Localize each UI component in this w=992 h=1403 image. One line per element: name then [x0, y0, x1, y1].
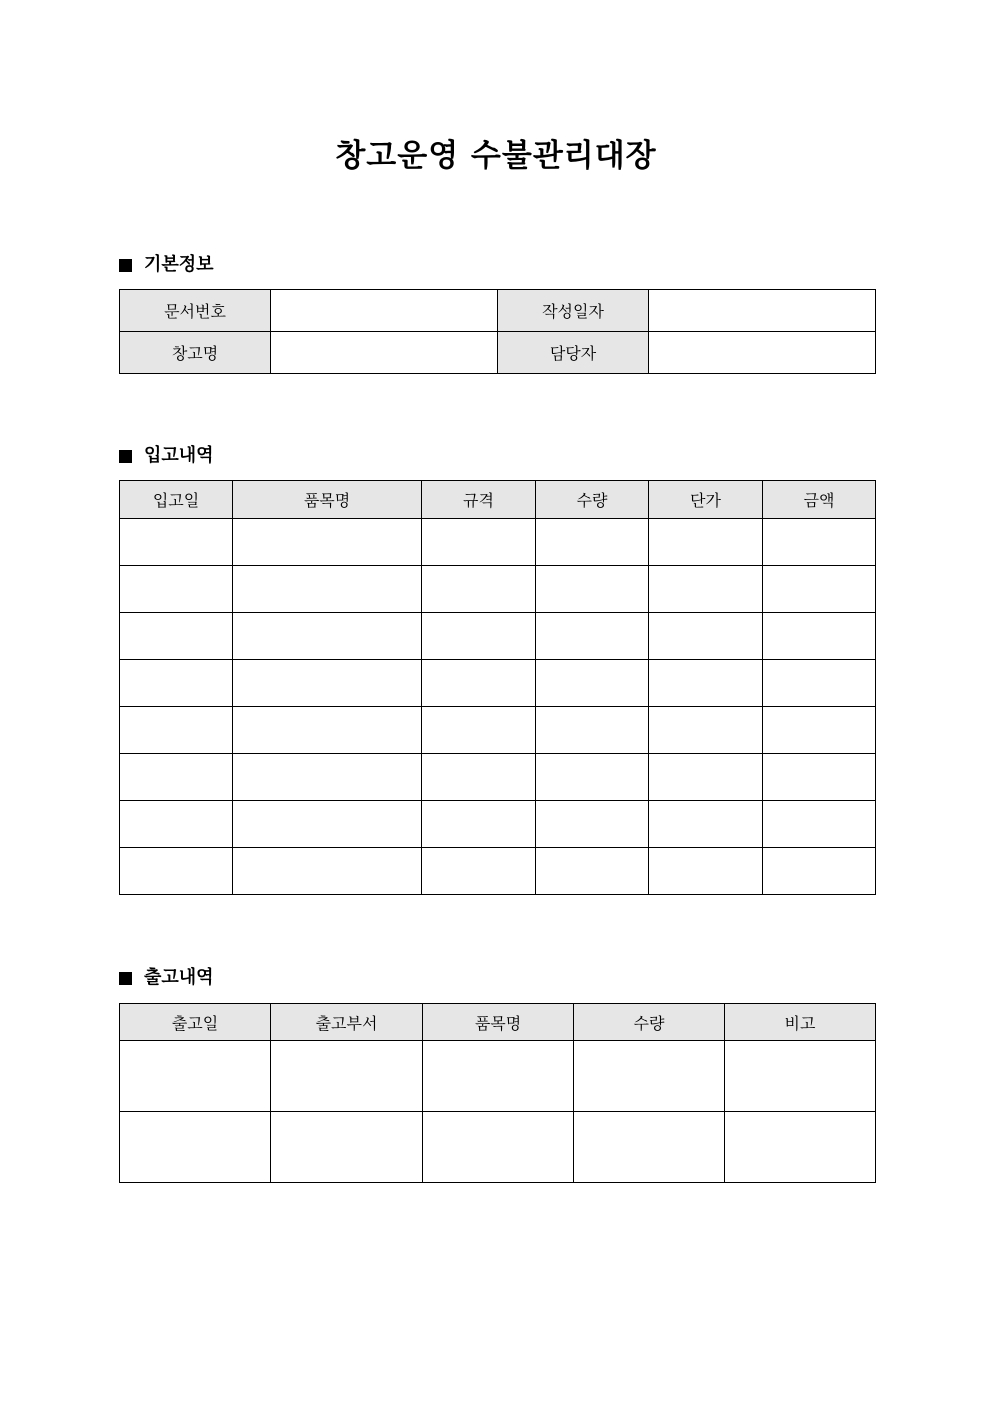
spec-cell[interactable]	[422, 848, 536, 895]
spec-cell[interactable]	[422, 660, 536, 707]
warehouse-name-field[interactable]	[271, 332, 498, 374]
item-name-cell[interactable]	[423, 1041, 574, 1112]
shipping-heading	[119, 966, 214, 990]
manager-field[interactable]	[649, 332, 876, 374]
receive-date-cell[interactable]	[120, 801, 233, 848]
table-row	[120, 566, 876, 613]
bullet-square-icon	[119, 450, 132, 463]
table-header-row	[120, 1004, 876, 1041]
unit-price-cell[interactable]	[649, 848, 763, 895]
receiving-heading-text: 입고내역	[144, 445, 214, 466]
table-row	[120, 613, 876, 660]
column-header-item-name: 품목명	[423, 1004, 574, 1041]
bullet-square-icon	[119, 259, 132, 272]
table-row	[120, 1112, 876, 1183]
unit-price-cell[interactable]	[649, 801, 763, 848]
item-name-cell[interactable]	[423, 1112, 574, 1183]
amount-cell[interactable]	[763, 801, 876, 848]
unit-price-cell[interactable]	[649, 613, 763, 660]
column-header-quantity: 수량	[574, 1004, 725, 1041]
doc-number-field[interactable]	[271, 290, 498, 332]
quantity-cell[interactable]	[536, 848, 649, 895]
receive-date-cell[interactable]	[120, 519, 233, 566]
item-name-cell[interactable]	[233, 660, 422, 707]
table-row	[120, 754, 876, 801]
doc-number-label: 문서번호	[120, 290, 271, 332]
receiving-table	[119, 480, 876, 895]
table-row	[120, 332, 876, 374]
receiving-heading	[119, 444, 214, 468]
spec-cell[interactable]	[422, 754, 536, 801]
column-header-receive-date: 입고일	[120, 481, 233, 519]
quantity-cell[interactable]	[536, 566, 649, 613]
amount-cell[interactable]	[763, 848, 876, 895]
document-title: 창고운영 수불관리대장	[335, 138, 657, 174]
basic-info-heading	[119, 253, 214, 277]
remarks-cell[interactable]	[725, 1041, 876, 1112]
table-row	[120, 1041, 876, 1112]
amount-cell[interactable]	[763, 660, 876, 707]
receive-date-cell[interactable]	[120, 566, 233, 613]
column-header-ship-department: 출고부서	[271, 1004, 423, 1041]
receive-date-cell[interactable]	[120, 848, 233, 895]
quantity-cell[interactable]	[536, 613, 649, 660]
item-name-cell[interactable]	[233, 707, 422, 754]
ship-date-cell[interactable]	[120, 1112, 271, 1183]
shipping-table	[119, 1003, 876, 1183]
receive-date-cell[interactable]	[120, 754, 233, 801]
manager-label: 담당자	[498, 332, 649, 374]
quantity-cell[interactable]	[536, 707, 649, 754]
bullet-square-icon	[119, 972, 132, 985]
table-row	[120, 290, 876, 332]
item-name-cell[interactable]	[233, 613, 422, 660]
table-header-row	[120, 481, 876, 519]
column-header-remarks: 비고	[725, 1004, 876, 1041]
receive-date-cell[interactable]	[120, 613, 233, 660]
quantity-cell[interactable]	[536, 801, 649, 848]
warehouse-name-label: 창고명	[120, 332, 271, 374]
receive-date-cell[interactable]	[120, 707, 233, 754]
spec-cell[interactable]	[422, 613, 536, 660]
quantity-cell[interactable]	[536, 754, 649, 801]
item-name-cell[interactable]	[233, 566, 422, 613]
table-row	[120, 660, 876, 707]
table-row	[120, 707, 876, 754]
column-header-ship-date: 출고일	[120, 1004, 271, 1041]
unit-price-cell[interactable]	[649, 707, 763, 754]
ship-date-cell[interactable]	[120, 1041, 271, 1112]
spec-cell[interactable]	[422, 707, 536, 754]
quantity-cell[interactable]	[536, 660, 649, 707]
amount-cell[interactable]	[763, 707, 876, 754]
item-name-cell[interactable]	[233, 848, 422, 895]
column-header-quantity: 수량	[536, 481, 649, 519]
spec-cell[interactable]	[422, 801, 536, 848]
item-name-cell[interactable]	[233, 519, 422, 566]
unit-price-cell[interactable]	[649, 754, 763, 801]
amount-cell[interactable]	[763, 519, 876, 566]
unit-price-cell[interactable]	[649, 660, 763, 707]
column-header-amount: 금액	[763, 481, 876, 519]
unit-price-cell[interactable]	[649, 566, 763, 613]
column-header-spec: 규격	[422, 481, 536, 519]
column-header-unit-price: 단가	[649, 481, 763, 519]
date-label: 작성일자	[498, 290, 649, 332]
basic-info-heading-text: 기본정보	[144, 254, 214, 275]
item-name-cell[interactable]	[233, 801, 422, 848]
table-row	[120, 519, 876, 566]
quantity-cell[interactable]	[574, 1112, 725, 1183]
ship-department-cell[interactable]	[271, 1041, 423, 1112]
table-row	[120, 848, 876, 895]
amount-cell[interactable]	[763, 754, 876, 801]
quantity-cell[interactable]	[574, 1041, 725, 1112]
date-field[interactable]	[649, 290, 876, 332]
item-name-cell[interactable]	[233, 754, 422, 801]
ship-department-cell[interactable]	[271, 1112, 423, 1183]
column-header-item-name: 품목명	[233, 481, 422, 519]
spec-cell[interactable]	[422, 566, 536, 613]
amount-cell[interactable]	[763, 613, 876, 660]
remarks-cell[interactable]	[725, 1112, 876, 1183]
unit-price-cell[interactable]	[649, 519, 763, 566]
shipping-heading-text: 출고내역	[144, 967, 214, 988]
amount-cell[interactable]	[763, 566, 876, 613]
table-row	[120, 801, 876, 848]
receive-date-cell[interactable]	[120, 660, 233, 707]
spec-cell[interactable]	[422, 519, 536, 566]
basic-info-table	[119, 289, 876, 374]
quantity-cell[interactable]	[536, 519, 649, 566]
